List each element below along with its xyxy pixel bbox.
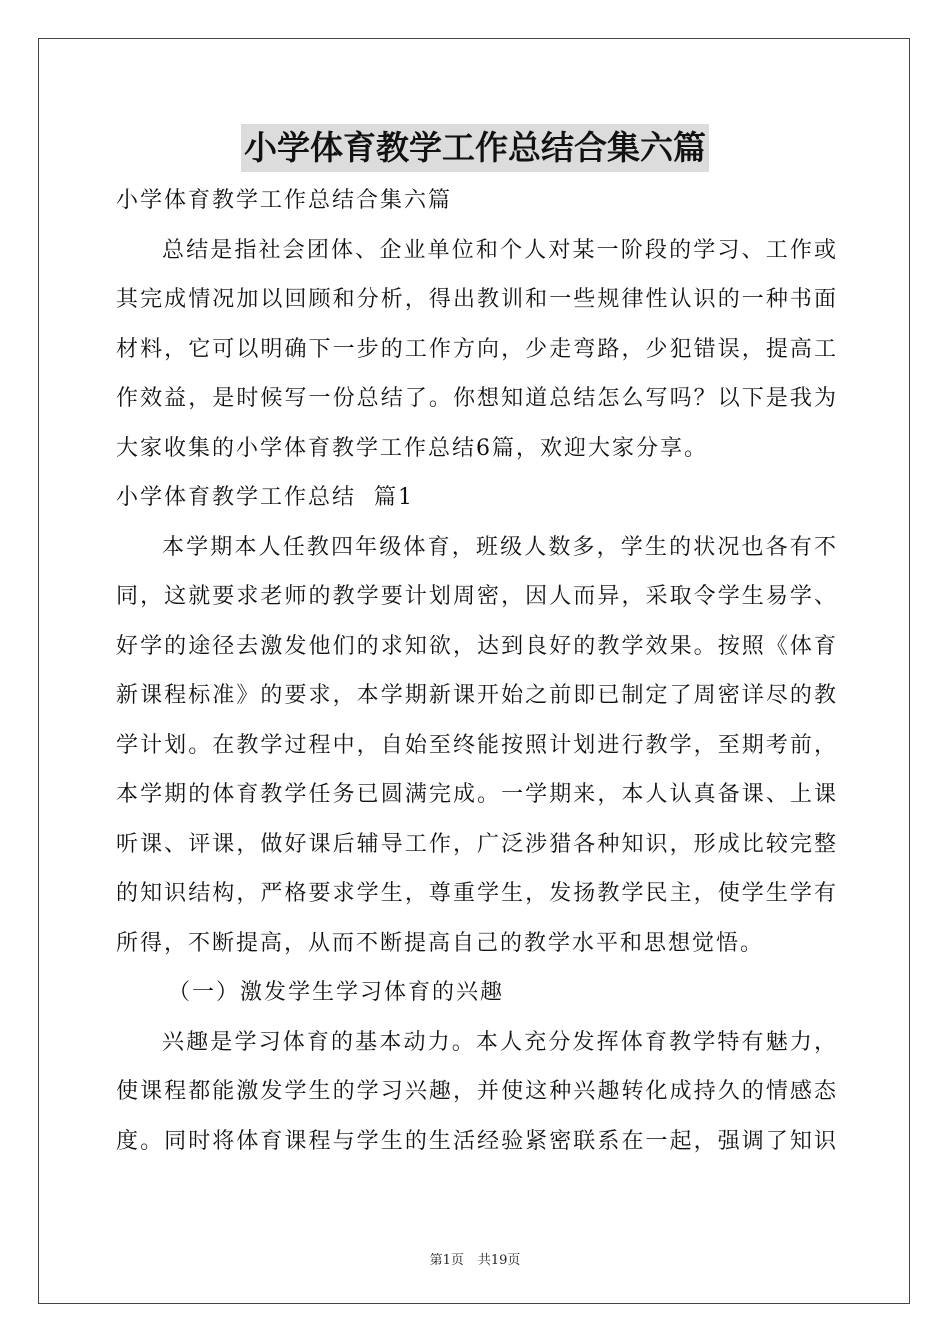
paragraph-line: 学计划。在教学过程中，自始至终能按照计划进行教学，至期考前， xyxy=(116,732,836,758)
paragraph-line: 同，这就要求老师的教学要计划周密，因人而异，采取令学生易学、 xyxy=(116,584,836,609)
page-total: 共19页 xyxy=(477,1253,521,1268)
section-heading: 小学体育教学工作总结 篇1 xyxy=(116,485,414,510)
paragraph-line: 兴趣是学习体育的基本动力。本人充分发挥体育教学特有魅力， xyxy=(162,1029,836,1055)
paragraph-line: 度。同时将体育课程与学生的生活经验紧密联系在一起，强调了知识 xyxy=(116,1128,836,1154)
page-number: 第1页 xyxy=(429,1253,464,1268)
document-subtitle: 小学体育教学工作总结合集六篇 xyxy=(116,188,453,213)
page-footer xyxy=(0,1249,950,1268)
paragraph-line: 总结是指社会团体、企业单位和个人对某一阶段的学习、工作或 xyxy=(162,237,836,263)
paragraph-line: 其完成情况加以回顾和分析，得出教训和一些规律性认识的一种书面 xyxy=(116,287,836,312)
paragraph-line: 本学期本人任教四年级体育，班级人数多，学生的状况也各有不 xyxy=(162,534,836,560)
document-title: 小学体育教学工作总结合集六篇 xyxy=(241,124,709,172)
subsection-heading: （一）激发学生学习体育的兴趣 xyxy=(168,980,505,1005)
paragraph-line: 本学期的体育教学任务已圆满完成。一学期来，本人认真备课、上课 xyxy=(116,782,836,807)
title-area xyxy=(0,124,950,172)
paragraph-line: 材料，它可以明确下一步的工作方向，少走弯路，少犯错误，提高工 xyxy=(116,336,836,362)
paragraph-line: 好学的途径去激发他们的求知欲，达到良好的教学效果。按照《体育 xyxy=(116,633,836,659)
paragraph-line: 的知识结构，严格要求学生，尊重学生，发扬教学民主，使学生学有 xyxy=(116,881,836,906)
paragraph-line: 大家收集的小学体育教学工作总结6篇，欢迎大家分享。 xyxy=(116,435,708,461)
document-body xyxy=(116,176,836,1166)
paragraph-line: 所得，不断提高，从而不断提高自己的教学水平和思想觉悟。 xyxy=(116,930,765,956)
paragraph-line: 听课、评课，做好课后辅导工作，广泛涉猎各种知识，形成比较完整 xyxy=(116,831,836,857)
paragraph-line: 新课程标准》的要求，本学期新课开始之前即已制定了周密详尽的教 xyxy=(116,683,836,708)
paragraph-line: 使课程都能激发学生的学习兴趣，并使这种兴趣转化成持久的情感态 xyxy=(116,1079,836,1104)
paragraph-line: 作效益，是时候写一份总结了。你想知道总结怎么写吗？以下是我为 xyxy=(116,386,836,411)
